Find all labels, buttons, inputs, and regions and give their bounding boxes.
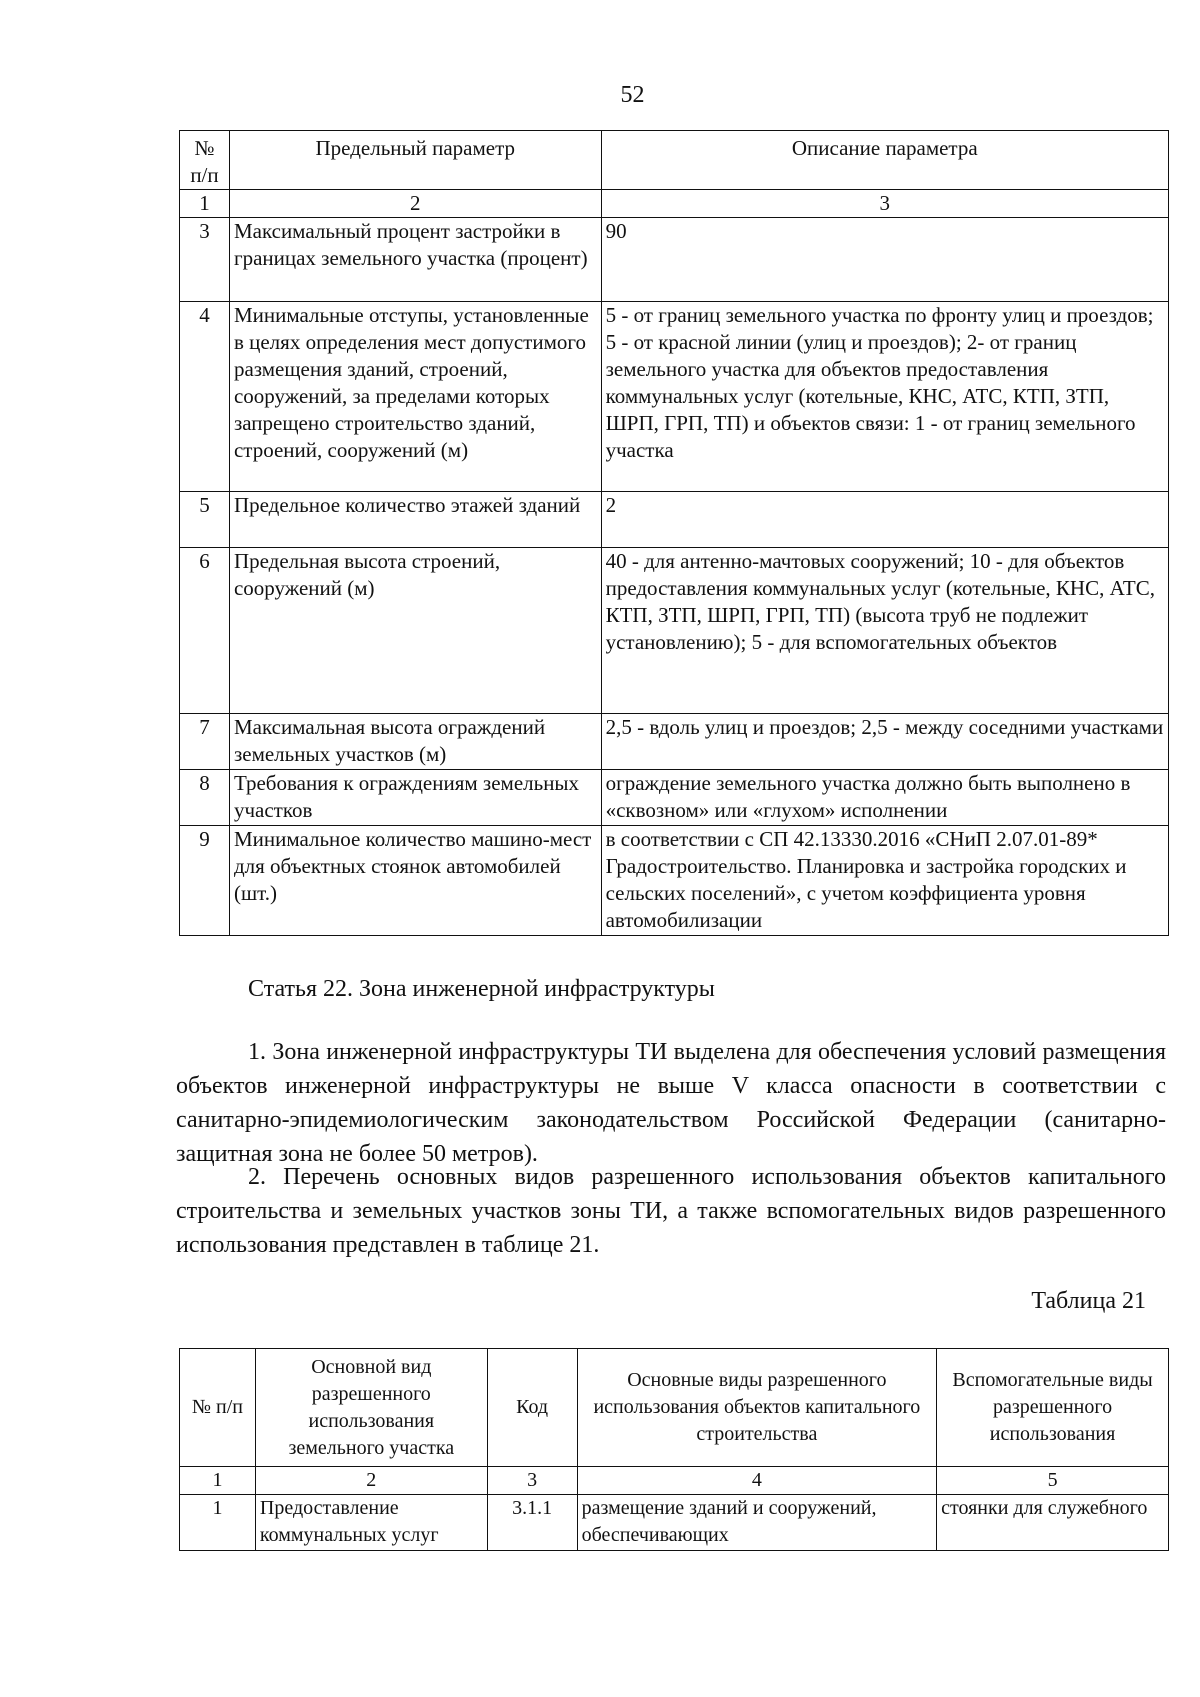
colnum-4: 4 [577, 1467, 937, 1495]
colnum-1: 1 [180, 190, 230, 218]
row-num: 4 [180, 302, 230, 492]
colnum-1: 1 [180, 1467, 256, 1495]
row-main-use: Предоставление коммунальных услуг [255, 1495, 487, 1551]
row-aux-uses: стоянки для служебного [937, 1495, 1169, 1551]
colnum-3: 3 [601, 190, 1168, 218]
row-num: 1 [180, 1495, 256, 1551]
article-heading: Статья 22. Зона инженерной инфраструктуры [248, 976, 715, 1002]
row-num: 9 [180, 826, 230, 936]
row-param: Минимальное количество машино-мест для объектных стоянок автомобилей (шт.) [229, 826, 601, 936]
row-desc: 5 - от границ земельного участка по фронту улиц и проездов; 5 - от красной линии (улиц и проездов); 2- от границ земельного участка для объектов предоставления коммунальных услуг (котельные, КНС, АТС, КТП, ЗТП, ШРП, ГРП, ТП) и объектов связи: 1 - от границ земельного участка [601, 302, 1168, 492]
colnum-3: 3 [487, 1467, 577, 1495]
table-row [180, 218, 1169, 302]
table-row [180, 302, 1169, 492]
header-num: № п/п [180, 1349, 256, 1467]
row-num: 5 [180, 492, 230, 548]
header-desc: Описание параметра [601, 131, 1168, 190]
table-row [180, 492, 1169, 548]
row-desc: 2 [601, 492, 1168, 548]
row-code: 3.1.1 [487, 1495, 577, 1551]
row-param: Максимальная высота ограждений земельных участков (м) [229, 714, 601, 770]
header-param: Предельный параметр [229, 131, 601, 190]
row-param: Минимальные отступы, установленные в целях определения мест допустимого размещения зданий, строений, сооружений, за пределами которых запрещено строительство зданий, строений, сооружений (м) [229, 302, 601, 492]
table-row [180, 714, 1169, 770]
table-row [180, 548, 1169, 714]
row-num: 7 [180, 714, 230, 770]
row-param: Требования к ограждениям земельных участков [229, 770, 601, 826]
header-main-use: Основной вид разрешенного использования земельного участка [255, 1349, 487, 1467]
header-capital-uses: Основные виды разрешенного использования объектов капитального строительства [577, 1349, 937, 1467]
header-aux-uses: Вспомогательные виды разрешенного использования [937, 1349, 1169, 1467]
row-desc: ограждение земельного участка должно быть выполнено в «сквозном» или «глухом» исполнении [601, 770, 1168, 826]
table-caption: Таблица 21 [1031, 1288, 1146, 1314]
paragraph-1: 1. Зона инженерной инфраструктуры ТИ выделена для обеспечения условий размещения объектов инженерной инфраструктуры не выше V класса опасности в соответствии с санитарно-эпидемиологическим законодательством Российской Федерации (санитарно-защитная зона не более 50 метров). [176, 1039, 1166, 1167]
colnum-5: 5 [937, 1467, 1169, 1495]
row-desc: 2,5 - вдоль улиц и проездов; 2,5 - между соседними участками [601, 714, 1168, 770]
row-desc: 90 [601, 218, 1168, 302]
row-num: 6 [180, 548, 230, 714]
table-row [180, 1495, 1169, 1551]
row-capital-uses: размещение зданий и сооружений, обеспечивающих [577, 1495, 937, 1551]
row-param: Предельная высота строений, сооружений (м) [229, 548, 601, 714]
colnum-2: 2 [229, 190, 601, 218]
table-row [180, 770, 1169, 826]
header-num: № п/п [180, 131, 230, 190]
row-param: Максимальный процент застройки в границах земельного участка (процент) [229, 218, 601, 302]
row-num: 3 [180, 218, 230, 302]
header-code: Код [487, 1349, 577, 1467]
page-number: 52 [620, 82, 645, 108]
colnum-2: 2 [255, 1467, 487, 1495]
row-param: Предельное количество этажей зданий [229, 492, 601, 548]
paragraph-2: 2. Перечень основных видов разрешенного использования объектов капитального строительства и земельных участков зоны ТИ, а также вспомогательных видов разрешенного использования представлен в таблице 21. [176, 1164, 1166, 1258]
row-desc: 40 - для антенно-мачтовых сооружений; 10 - для объектов предоставления коммунальных услуг (котельные, КНС, АТС, КТП, ЗТП, ШРП, ГРП, ТП) (высота труб не подлежит установлению); 5 - для вспомогательных объектов [601, 548, 1168, 714]
row-desc: в соответствии с СП 42.13330.2016 «СНиП 2.07.01-89* Градостроительство. Планировка и застройка городских и сельских поселений», с учетом коэффициента уровня автомобилизации [601, 826, 1168, 936]
parameters-table [179, 130, 1169, 936]
table-row [180, 826, 1169, 936]
row-num: 8 [180, 770, 230, 826]
uses-table [179, 1348, 1169, 1551]
